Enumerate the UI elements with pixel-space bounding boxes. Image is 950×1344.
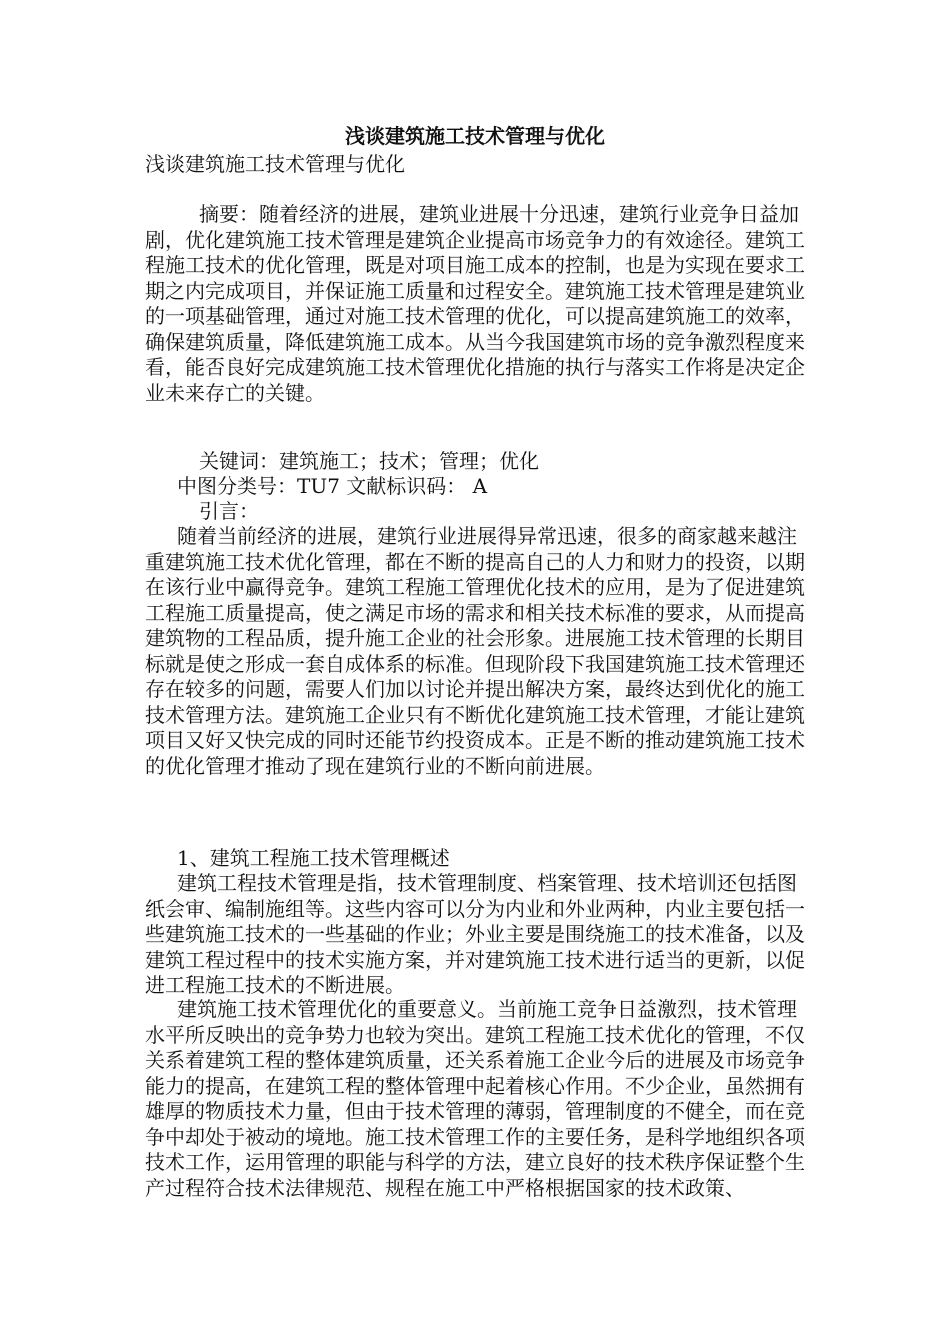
- keywords-line: 关键词：建筑施工；技术；管理；优化: [199, 449, 539, 473]
- section-1-paragraph-1: 建筑工程技术管理是指，技术管理制度、档案管理、技术培训还包括图纸会审、编制施组等。这些内容可以分为内业和外业两种，内业主要包括一些建筑施工技术的一些基础的作业；外业主要是围绕施工的技术准备，以及建筑工程过程中的技术实施方案，并对建筑施工技术进行适当的更新，以促进工程施工技术的不断进展。: [145, 871, 805, 997]
- classification-line: 中图分类号：TU7 文献标识码： A: [177, 474, 488, 498]
- document-subtitle: 浅谈建筑施工技术管理与优化: [145, 152, 405, 176]
- document-title: 浅谈建筑施工技术管理与优化: [345, 124, 605, 148]
- intro-paragraph: 随着当前经济的进展，建筑行业进展得异常迅速，很多的商家越来越注重建筑施工技术优化管理，都在不断的提高自己的人力和财力的投资，以期在该行业中赢得竞争。建筑工程施工管理优化技术的应用，是为了促进建筑工程施工质量提高，使之满足市场的需求和相关技术标准的要求，从而提高建筑物的工程品质，提升施工企业的社会形象。进展施工技术管理的长期目标就是使之形成一套自成体系的标准。但现阶段下我国建筑施工技术管理还存在较多的问题，需要人们加以讨论并提出解决方案，最终达到优化的施工技术管理方法。建筑施工企业只有不断优化建筑施工技术管理，才能让建筑项目又好又快完成的同时还能节约投资成本。正是不断的推动建筑施工技术的优化管理才推动了现在建筑行业的不断向前进展。: [145, 524, 805, 778]
- section-1-heading: 1、建筑工程施工技术管理概述: [177, 846, 450, 870]
- section-1-paragraph-2: 建筑施工技术管理优化的重要意义。当前施工竞争日益激烈，技术管理水平所反映出的竞争势力也较为突出。建筑工程施工技术优化的管理，不仅关系着建筑工程的整体建筑质量，还关系着施工企业今后的进展及市场竞争能力的提高，在建筑工程的整体管理中起着核心作用。不少企业，虽然拥有雄厚的物质技术力量，但由于技术管理的薄弱，管理制度的不健全，而在竞争中却处于被动的境地。施工技术管理工作的主要任务，是科学地组织各项技术工作，运用管理的职能与科学的方法，建立良好的技术秩序保证整个生产过程符合技术法律规范、规程在施工中严格根据国家的技术政策、: [145, 997, 805, 1200]
- abstract-paragraph: 摘要：随着经济的进展，建筑业进展十分迅速，建筑行业竞争日益加剧，优化建筑施工技术管理是建筑企业提高市场竞争力的有效途径。建筑工程施工技术的优化管理，既是对项目施工成本的控制，也是为实现在要求工期之内完成项目，并保证施工质量和过程安全。建筑施工技术管理是建筑业的一项基础管理，通过对施工技术管理的优化，可以提高建筑施工的效率，确保建筑质量，降低建筑施工成本。从当今我国建筑市场的竞争激烈程度来看，能否良好完成建筑施工技术管理优化措施的执行与落实工作将是决定企业未来存亡的关键。: [145, 202, 805, 405]
- intro-heading: 引言：: [199, 499, 259, 523]
